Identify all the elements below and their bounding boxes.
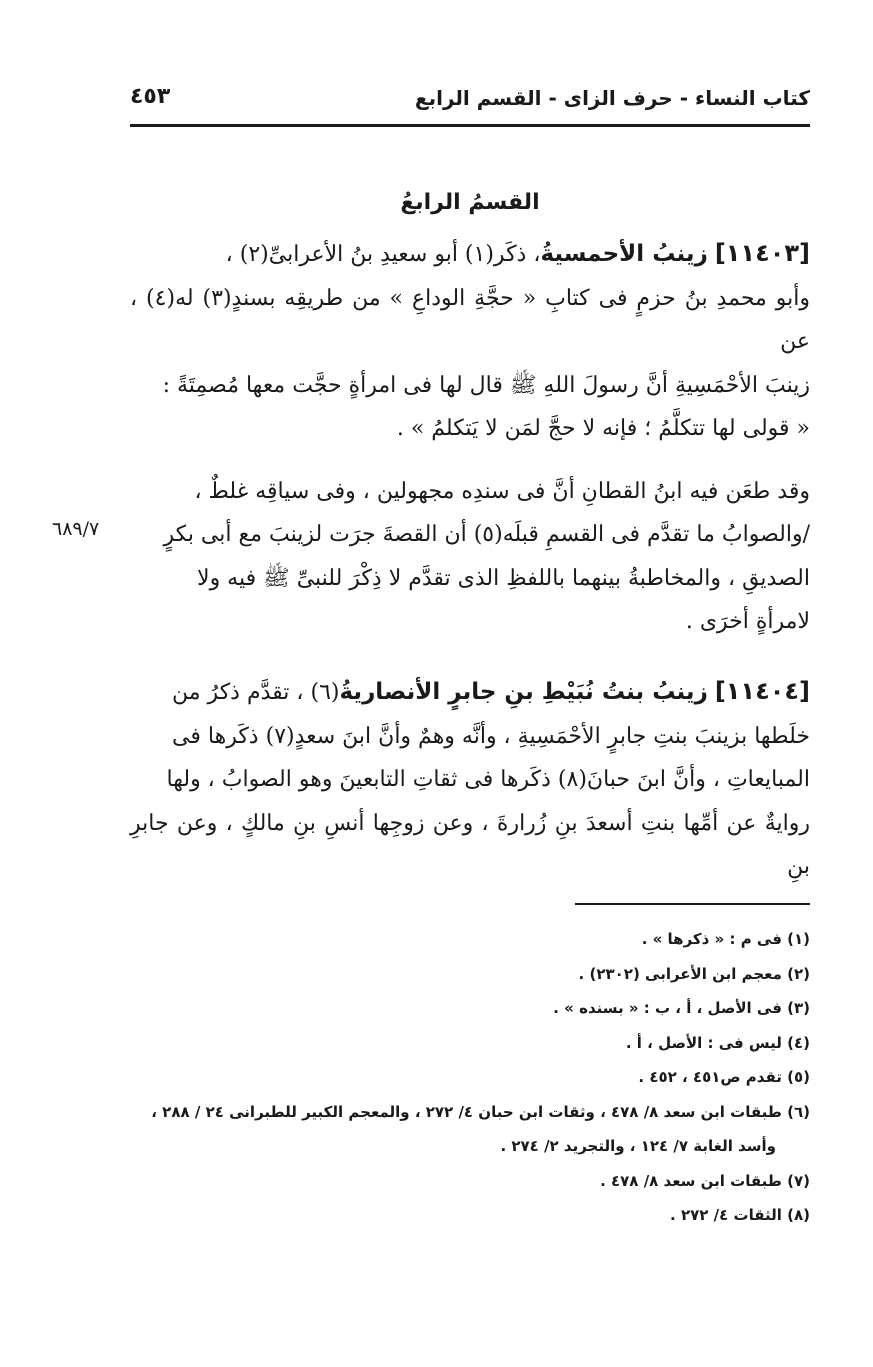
footnote: (٧) طبقات ابن سعد ٨/ ٤٧٨ . xyxy=(600,1171,810,1190)
entry-line: المبايعاتِ ، وأنَّ ابنَ حبانَ(٨) ذكَرها فى ثقاتِ التابعينَ وهو الصوابُ ، ولها xyxy=(166,767,810,792)
entry-text: ، ذكَر(١) أبو سعيدِ بنُ الأعرابىِّ(٢) ، xyxy=(225,242,541,267)
footnote: (٦) طبقات ابن سعد ٨/ ٤٧٨ ، وثقات ابن حبان ٤/ ٢٧٢ ، والمعجم الكبير للطبرانى ٢٤ / ٢٨٨ ، xyxy=(151,1102,810,1121)
entry-line: زينبَ الأحْمَسِيةِ أنَّ رسولَ اللهِ ﷺ قال لها فى امرأةٍ حجَّت معها مُصمِتَةً : xyxy=(162,372,810,398)
entry-line xyxy=(130,670,810,715)
entry-name: زينبُ بنتُ نُبَيْطِ بنِ جابرٍ الأنصاريةُ xyxy=(339,679,708,705)
entry-11403 xyxy=(130,232,810,644)
footnote-rule xyxy=(575,903,810,905)
entry-name: زينبُ الأحمسيةُ xyxy=(540,241,708,267)
page-number: ٤٥٣ xyxy=(130,84,171,109)
entry-line: لامرأةٍ أخرَى . xyxy=(685,609,810,634)
running-title: كتاب النساء - حرف الزاى - القسم الرابع xyxy=(414,86,810,110)
footnote: (٣) فى الأصل ، أ ، ب : « بسنده » . xyxy=(553,999,810,1017)
margin-reference: ٦٨٩/٧ xyxy=(52,518,100,540)
footnote: (١) فى م : « ذكرها » . xyxy=(641,930,810,948)
section-heading: القسمُ الرابعُ xyxy=(400,190,540,215)
page-header xyxy=(130,80,810,120)
entry-line: وأبو محمدِ بنُ حزمٍ فى كتابِ « حجَّةِ الوداعِ » من طريقِه بسندٍ(٣) له(٤) ، عن xyxy=(130,285,810,354)
footnote: (٤) ليس فى : الأصل ، أ . xyxy=(625,1033,810,1052)
footnote-continuation: وأسد الغابة ٧/ ١٢٤ ، والتجريد ٢/ ٢٧٤ . xyxy=(500,1137,776,1155)
entry-line: وقد طعَن فيه ابنُ القطانِ أنَّ فى سندِه مجهولين ، وفى سياقِه غلطٌ ، xyxy=(194,478,810,504)
footnotes xyxy=(120,922,810,1233)
entry-line: الصديقِ ، والمخاطبةُ بينهما باللفظِ الذى تقدَّم لا ذِكْرَ للنبىِّ ﷺ فيه ولا xyxy=(197,565,810,591)
entry-11404 xyxy=(130,670,810,889)
footnote: (٥) تقدم ص٤٥١ ، ٤٥٢ . xyxy=(638,1068,810,1086)
entry-number: [١١٤٠٤] xyxy=(714,677,810,705)
footnote: (٨) الثقات ٤/ ٢٧٢ . xyxy=(670,1206,810,1224)
entry-number: [١١٤٠٣] xyxy=(714,239,810,267)
entry-line: /والصوابُ ما تقدَّم فى القسمِ قبلَه(٥) أن القصةَ جرَت لزينبَ مع أبى بكرٍ xyxy=(163,522,810,547)
footnote: (٢) معجم ابن الأعرابى (٢٣٠٢) . xyxy=(578,964,810,983)
entry-line xyxy=(130,232,810,277)
entry-line: خلَطها بزينبَ بنتِ جابرٍ الأحْمَسِيةِ ، وأنَّه وهمٌ وأنَّ ابنَ سعدٍ(٧) ذكَرها فى xyxy=(172,723,810,749)
entry-line: روايةٌ عن أمِّها بنتِ أسعدَ بنِ زُرارةَ ، وعن زوجِها أنسِ بنِ مالكٍ ، وعن جابرِ بنِ xyxy=(130,810,810,879)
entry-line: « قولى لها تتكلَّمُ ؛ فإنه لا حجَّ لمَن لا يَتكلمُ » . xyxy=(396,416,810,441)
entry-text: (٦) ، تقدَّم ذكرُ من xyxy=(172,680,340,705)
header-rule xyxy=(130,124,810,127)
